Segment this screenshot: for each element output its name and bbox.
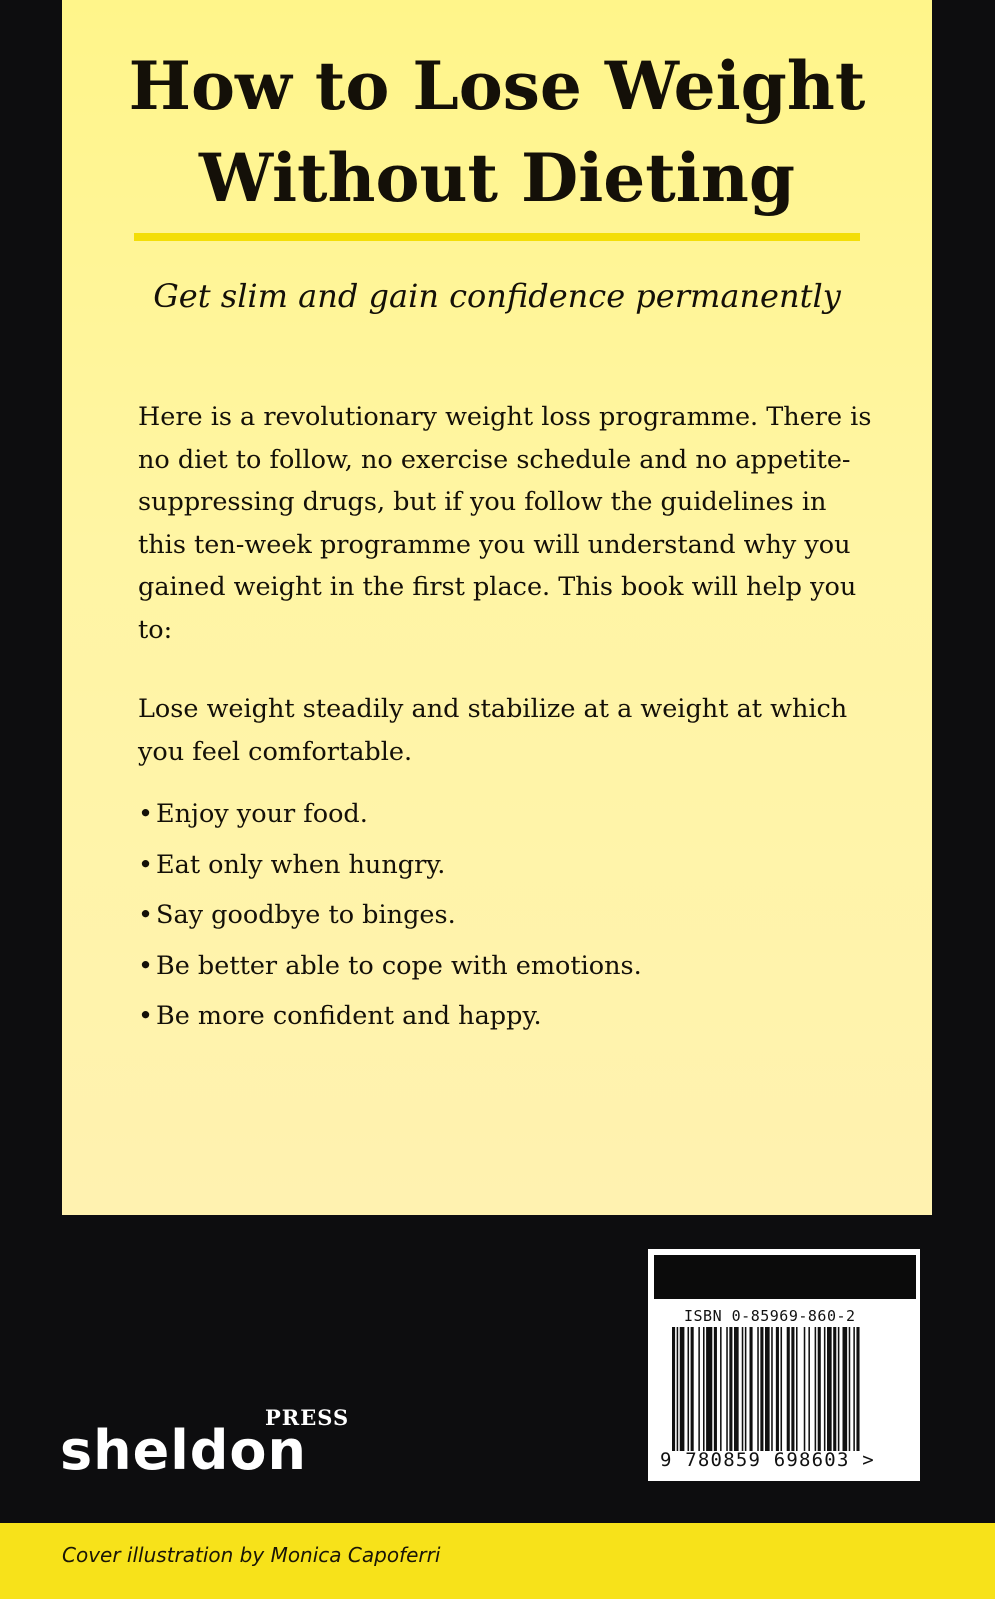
barcode-label — [648, 1249, 920, 1481]
bullet-icon: • — [138, 900, 154, 930]
price-block — [654, 1255, 916, 1299]
list-item-text: Say goodbye to binges. — [156, 900, 456, 930]
publisher-logo — [60, 1405, 370, 1485]
book-subtitle: Get slim and gain confidence permanently — [153, 277, 841, 315]
barcode-icon — [672, 1327, 900, 1451]
list-item — [138, 945, 878, 996]
lead-paragraph: Lose weight steadily and stabilize at a weight at which you feel comfortable. — [138, 694, 848, 767]
footer-band — [0, 1523, 995, 1599]
list-item-text: Eat only when hungry. — [156, 849, 446, 880]
intro-paragraph: Here is a revolutionary weight loss programme. There is no diet to follow, no exercise schedule and no appetite-suppressing drugs, but if you follow the guidelines in this ten-week programme you will understand why you gained weight in the first place. This book will help you to: — [138, 402, 872, 645]
bullet-icon: • — [138, 799, 154, 829]
bullet-icon: • — [138, 849, 154, 880]
cover-panel — [62, 0, 932, 1215]
list-item-text: Be more confident and happy. — [156, 1001, 542, 1031]
list-item — [138, 844, 878, 895]
bullet-icon: • — [138, 950, 154, 981]
benefits-list — [138, 793, 878, 1046]
barcode-digits: 9 780859 698603 > — [660, 1449, 875, 1471]
list-item — [138, 793, 878, 844]
bullet-icon: • — [138, 1001, 154, 1031]
list-item-text: Be better able to cope with emotions. — [156, 950, 642, 981]
book-title — [62, 40, 932, 224]
list-item-text: Enjoy your food. — [156, 799, 368, 829]
publisher-press-label: PRESS — [265, 1405, 350, 1430]
title-line-1: How to Lose Weight — [128, 47, 866, 125]
publisher-name: sheldon — [60, 1419, 307, 1482]
list-item — [138, 995, 878, 1046]
list-item — [138, 894, 878, 945]
title-divider — [134, 233, 860, 241]
title-line-2: Without Dieting — [199, 139, 795, 217]
isbn-text: ISBN 0-85969-860-2 — [684, 1307, 856, 1325]
cover-credit: Cover illustration by Monica Capoferri — [62, 1543, 441, 1567]
